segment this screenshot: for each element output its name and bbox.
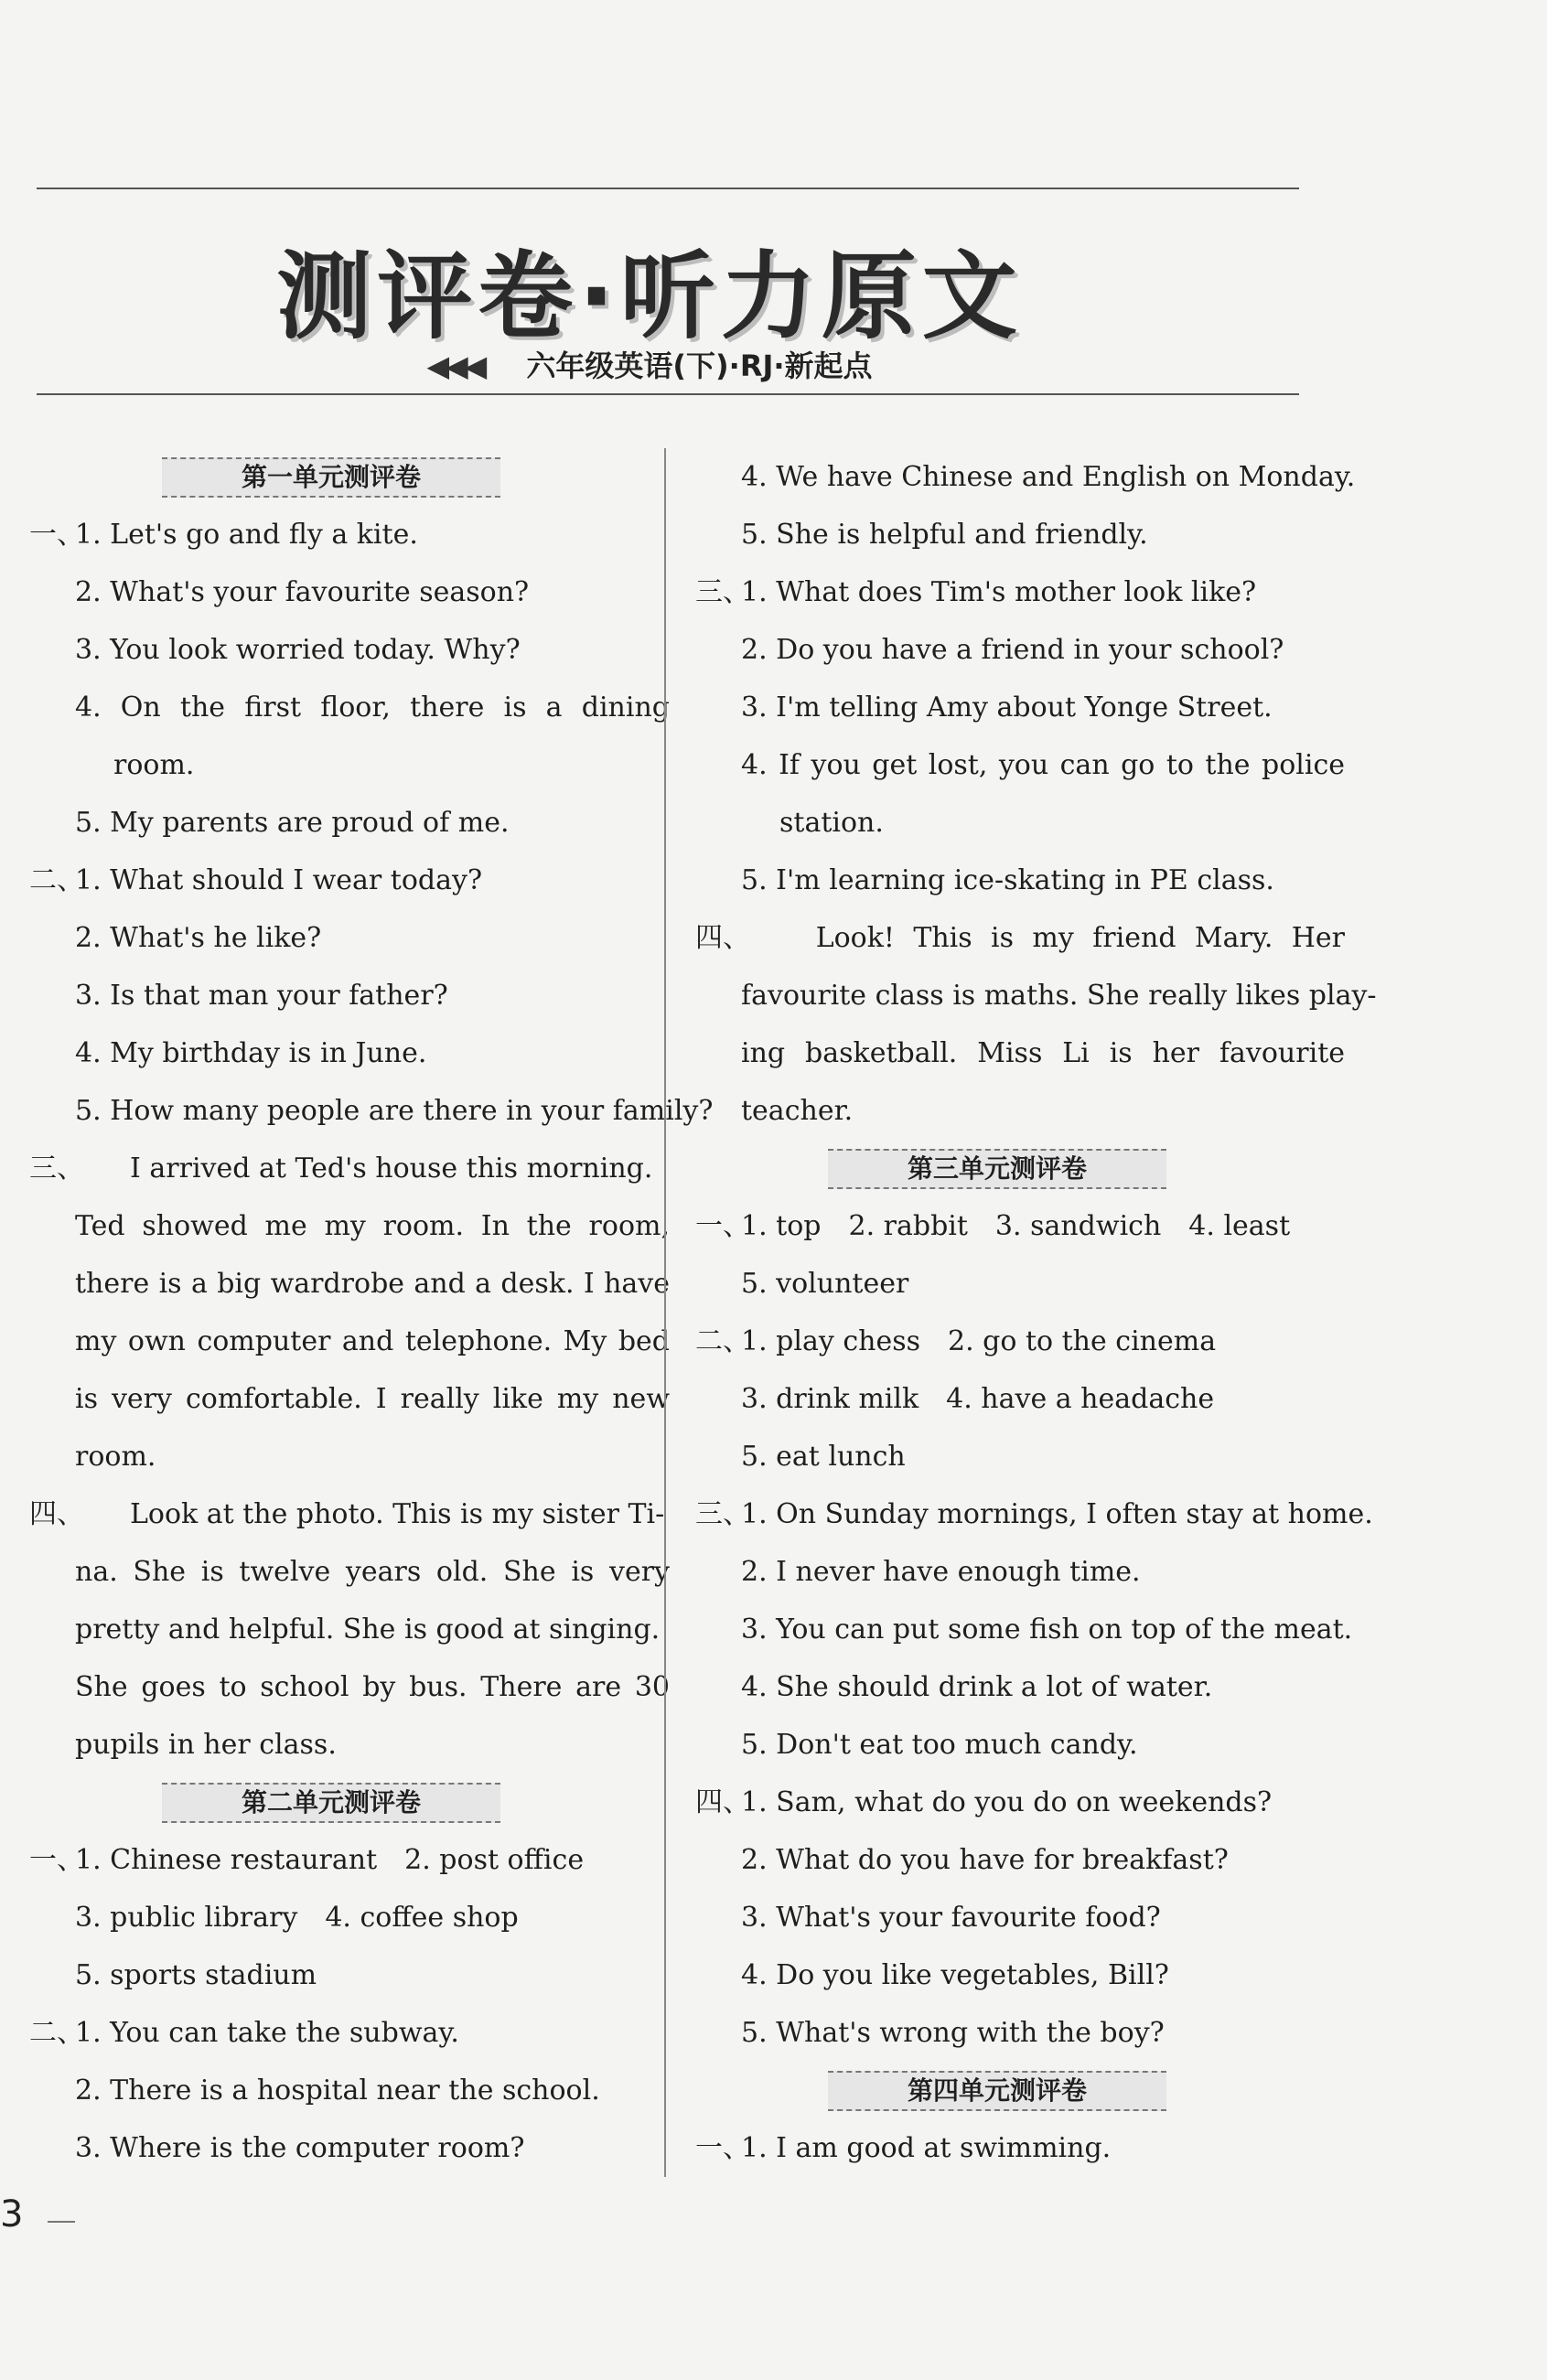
text-line (695, 852, 1308, 909)
line-text: 5. What's wrong with the boy? (741, 2017, 1165, 2049)
line-text: 1. You can take the subway. (75, 2017, 459, 2049)
text-line (29, 621, 642, 679)
section-number: 三、 (695, 576, 750, 608)
question-item (695, 563, 1308, 621)
section-header (29, 448, 642, 506)
section-number: 二、 (29, 2017, 84, 2049)
text-line (695, 967, 1377, 1024)
line-text: Ted showed me my room. In the room, (75, 1210, 670, 1242)
line-text: 4. We have Chinese and English on Monday. (741, 461, 1356, 493)
line-text: She goes to school by bus. There are 30 (75, 1671, 670, 1703)
text-line (695, 1082, 1308, 1140)
line-text: there is a big wardrobe and a desk. I have (75, 1268, 670, 1300)
line-text: na. She is twelve years old. She is very (75, 1556, 670, 1588)
text-line (695, 621, 1308, 679)
line-text: room. (75, 1441, 156, 1473)
line-text: 3. You look worried today. Why? (75, 634, 521, 666)
text-line (29, 1658, 670, 1716)
text-line (29, 679, 670, 736)
section-title: 第二单元测评卷 (162, 1783, 500, 1823)
text-line (29, 909, 642, 967)
subtitle-rule (37, 393, 1299, 395)
line-text: 5. How many people are there in your family? (75, 1095, 714, 1127)
section-number: 四、 (695, 1786, 750, 1818)
text-line (29, 1255, 670, 1313)
text-line (29, 1946, 642, 2004)
question-item (695, 2119, 1308, 2177)
text-line (695, 2004, 1308, 2062)
text-line (29, 2062, 642, 2119)
left-column (29, 448, 714, 2177)
line-text: 1. play chess 2. go to the cinema (741, 1325, 1217, 1357)
text-line (695, 794, 1308, 852)
line-text: favourite class is maths. She really likes play- (741, 980, 1377, 1012)
line-text: 1. Let's go and fly a kite. (75, 519, 418, 551)
text-line (29, 1082, 714, 1140)
text-line (695, 1889, 1308, 1946)
question-item (695, 1485, 1373, 1543)
section-number: 三、 (29, 1152, 84, 1185)
line-text: 5. My parents are proud of me. (75, 807, 510, 839)
line-text: 2. Do you have a friend in your school? (741, 634, 1284, 666)
section-title: 第三单元测评卷 (828, 1149, 1166, 1189)
question-item (695, 1774, 1308, 1831)
text-line (695, 1543, 1308, 1601)
text-line (29, 563, 642, 621)
line-text: station. (779, 807, 884, 839)
line-text: room. (113, 749, 195, 781)
line-text: 3. You can put some fish on top of the meat. (741, 1613, 1353, 1646)
text-line (29, 1313, 670, 1370)
text-line (695, 1428, 1308, 1485)
text-line (695, 1831, 1308, 1889)
text-line (29, 794, 642, 852)
text-line (695, 1370, 1308, 1428)
right-column (695, 448, 1377, 2177)
line-text: 1. Sam, what do you do on weekends? (741, 1786, 1273, 1818)
line-text: 2. I never have enough time. (741, 1556, 1141, 1588)
question-item (695, 1313, 1308, 1370)
line-text: 5. eat lunch (741, 1441, 906, 1473)
line-text: 5. I'm learning ice-skating in PE class. (741, 864, 1274, 896)
question-item (695, 909, 1345, 967)
text-line (695, 1255, 1308, 1313)
line-text: 4. My birthday is in June. (75, 1037, 427, 1069)
section-number: 一、 (29, 519, 84, 551)
text-line (29, 1370, 670, 1428)
line-text: 1. What does Tim's mother look like? (741, 576, 1257, 608)
text-line (29, 2119, 642, 2177)
line-text: 3. What's your favourite food? (741, 1902, 1161, 1934)
text-line (29, 1197, 670, 1255)
text-line (29, 736, 642, 794)
section-number: 四、 (29, 1498, 84, 1530)
line-text: 5. She is helpful and friendly. (741, 519, 1148, 551)
column-divider (664, 448, 666, 2177)
line-text: ing basketball. Miss Li is her favourite (741, 1037, 1345, 1069)
line-text: 2. What's your favourite season? (75, 576, 530, 608)
section-header (695, 2062, 1308, 2119)
line-text: 4. If you get lost, you can go to the police (741, 749, 1345, 781)
triple-arrow-icon: ◀◀◀ (426, 348, 484, 383)
question-item (29, 1485, 665, 1543)
line-text: 5. sports stadium (75, 1959, 317, 1991)
question-item (29, 506, 642, 563)
section-number: 一、 (695, 1210, 750, 1242)
line-text: 3. drink milk 4. have a headache (741, 1383, 1215, 1415)
text-line (695, 448, 1356, 506)
line-text: teacher. (741, 1095, 854, 1127)
text-line (695, 506, 1308, 563)
section-title: 第四单元测评卷 (828, 2071, 1166, 2111)
text-line (695, 736, 1345, 794)
section-number: 三、 (695, 1498, 750, 1530)
question-item (29, 1140, 653, 1197)
section-title: 第一单元测评卷 (162, 457, 500, 498)
text-line (29, 1889, 642, 1946)
top-rule (37, 188, 1299, 189)
line-text: 2. What do you have for breakfast? (741, 1844, 1229, 1876)
question-item (29, 1831, 642, 1889)
subtitle-text: 六年级英语(下)·RJ·新起点 (526, 348, 873, 383)
line-text: pretty and helpful. She is good at singing. (75, 1613, 661, 1646)
line-text: 1. What should I wear today? (75, 864, 483, 896)
text-line (29, 1024, 642, 1082)
line-text: is very comfortable. I really like my new (75, 1383, 670, 1415)
line-text: 4. Do you like vegetables, Bill? (741, 1959, 1169, 1991)
line-text: 1. top 2. rabbit 3. sandwich 4. least (741, 1210, 1291, 1242)
text-line (29, 1716, 642, 1774)
line-text: 1. On Sunday mornings, I often stay at home. (741, 1498, 1373, 1530)
text-line (695, 1601, 1353, 1658)
text-line (29, 1543, 670, 1601)
section-number: 二、 (695, 1325, 750, 1357)
line-text: 2. There is a hospital near the school. (75, 2074, 600, 2107)
line-text: my own computer and telephone. My bed (75, 1325, 670, 1357)
page-title: 测评卷·听力原文 (276, 241, 1023, 352)
section-header (695, 1140, 1308, 1197)
line-text: 3. Where is the computer room? (75, 2132, 525, 2164)
line-text: 3. Is that man your father? (75, 980, 448, 1012)
section-number: 一、 (695, 2132, 750, 2164)
line-text: pupils in her class. (75, 1729, 337, 1761)
question-item (29, 852, 642, 909)
line-text: 2. What's he like? (75, 922, 322, 954)
text-line (695, 1946, 1308, 2004)
text-line (29, 967, 642, 1024)
text-line (695, 1024, 1345, 1082)
line-text: I arrived at Ted's house this morning. (75, 1152, 653, 1185)
line-text: Look at the photo. This is my sister Ti- (75, 1498, 665, 1530)
question-item (695, 1197, 1308, 1255)
section-number: 一、 (29, 1844, 84, 1876)
line-text: 4. On the first floor, there is a dining (75, 691, 670, 724)
line-text: Look! This is my friend Mary. Her (741, 922, 1345, 954)
text-line (29, 1428, 642, 1485)
page-subtitle (0, 343, 1299, 385)
text-line (695, 1658, 1308, 1716)
line-text: 3. public library 4. coffee shop (75, 1902, 519, 1934)
text-line (29, 1601, 661, 1658)
text-line (695, 1716, 1308, 1774)
section-number: 二、 (29, 864, 84, 896)
section-header (29, 1774, 642, 1831)
text-line (695, 679, 1308, 736)
line-text: 3. I'm telling Amy about Yonge Street. (741, 691, 1273, 724)
section-number: 四、 (695, 922, 750, 954)
page-number: 3 (0, 2193, 24, 2235)
line-text: 4. She should drink a lot of water. (741, 1671, 1213, 1703)
page-number-dash (48, 2221, 75, 2223)
line-text: 1. Chinese restaurant 2. post office (75, 1844, 585, 1876)
line-text: 1. I am good at swimming. (741, 2132, 1112, 2164)
line-text: 5. volunteer (741, 1268, 909, 1300)
question-item (29, 2004, 642, 2062)
line-text: 5. Don't eat too much candy. (741, 1729, 1138, 1761)
